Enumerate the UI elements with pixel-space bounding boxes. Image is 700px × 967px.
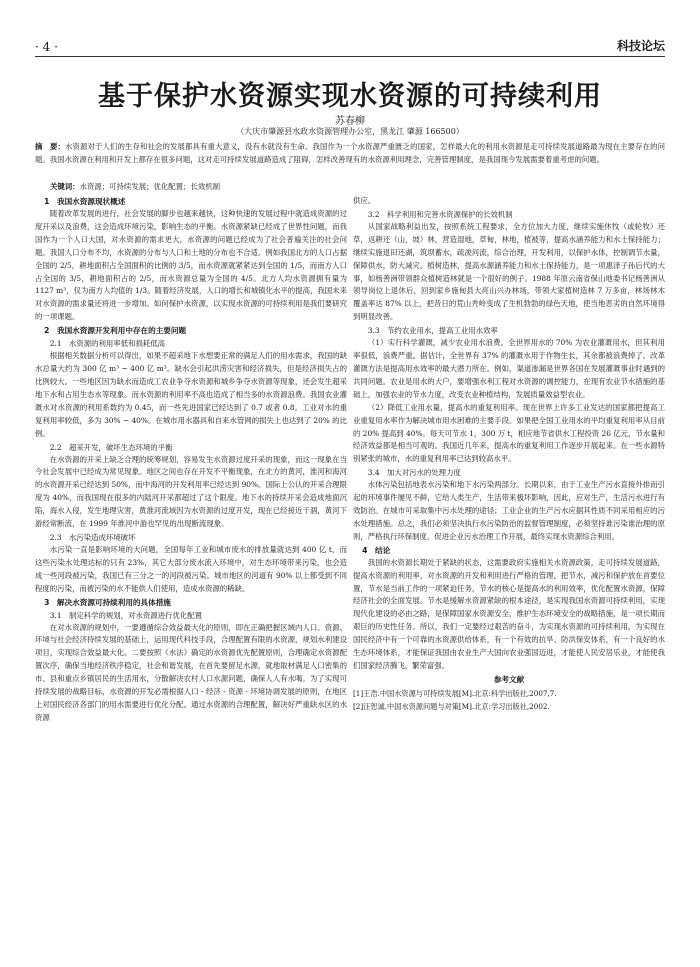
abstract [35, 140, 665, 167]
page-number: · 4 · [35, 40, 58, 54]
body-paragraph: 从国家战略利益出发，按照系统工程要求，全方位加大力度，继续实施休牧（或轮牧）还草，返耕还（山，坡）林，营造湿地，草甸，林地，植被等，提高水涵养能力和水土保持能力；继续实施退田还湖，筑坝蓄水，疏浚河流，综合治理，开发利用，以保护水体，控制调节水量，保障供水，防大减灾。植树造林，提高水源涵养能力和水土保持能力，是一项惠泽子孙后代的大事，如杨善洲带领群众植树造林就是一个很好的例子。1988 年原云南省保山地委书记杨善洲从领导岗位上退休后，回到家乡施甸县大亮山兴办林场，带领大家植树造林 7 万多亩，林场林木覆盖率达 87% 以上，把昔日的荒山秃岭变成了生机勃勃的绿色天地，使当地恶劣的自然环境得到明显改善。 [353, 221, 665, 322]
section-heading: 4 结论 [362, 545, 391, 555]
section-heading: 1 我国水资源现状概述 [44, 197, 126, 206]
abstract-text: 水资源对于人们的生存和社会的发展都具有重大意义，没有水就没有生命。我国作为一个水资源严重匮乏的国家，怎样最大化的利用水资源是走可持续发展道路最为现在主要存在的问题。我国水资源在利用和开发上都存在很多问题，这对走可持续发展道路造成了阻碍，怎样改善现有的水资源利用理念，完善管理制度，是我国现今发展需要着重考虑的问题。 [35, 142, 665, 165]
section-heading: 3 解决水资源可持续利用的具体措施 [44, 597, 171, 607]
body-paragraph: 我国的水资源长期处于紧缺的状态，这需要政府实施相关水资源政策，走可持续发展道路，提高水资源的利用率，对水资源的开发和利用进行严格的管理，把节水，减污和保护放在首要位置，节水是当前工作的一项紧迫任务，节水的核心是提高水的利用效率，优化配置水资源，保障经济社会的全面发展。节水是缓解水资源紧缺的根本途径，是实现我国水资源可持续利用，实现现代化建设的必由之路，是保障国家水资源安全，维护生态环境安全的战略措施，是一项长期而艰巨的历史性任务。所以，我们一定要经过艰苦的奋斗，为实现水资源的可持续利用，为实现在国民经济中有一个可靠的水资源供给体系，有一个有效的抗旱、防洪保安体系，有一个良好的水生态环境体系，才能保证我国由农业生产大国向农业强国迈进，才能使人民安居乐业，才能使我们国家经济腾飞，繁荣富强。 [353, 557, 665, 670]
references-heading: 参考文献 [493, 674, 525, 684]
keywords-label: 关键词： [50, 182, 80, 191]
reference-item: [2]汪恕诚.中国水资源问题与对策[M].北京:学习出版社,2002. [353, 701, 550, 711]
subsection-heading: 3.2 科学利用和完善水资源保护的长效机制 [367, 209, 513, 219]
subsection-heading: 2.3 水污染造成环境破坏 [49, 532, 136, 542]
section-label: 科技论坛 [616, 39, 665, 53]
body-paragraph: 供应。 [353, 196, 376, 205]
section-heading: 2 我国水资源开发利用中存在的主要问题 [44, 326, 187, 336]
subsection-heading: 3.4 加大对污水的处理力度 [367, 468, 461, 478]
body-paragraph: 随着改革发展的进行，社会发展的脚步也越来越快，这种快速的发展过程中就造成资源的过度开采以及浪费，这会造成环境污染，影响生态的平衡。水资源紧缺已经成了世界性问题，而我国作为一个人口大国，对水资源的需求更大，水资源的问题已经成为了社会普遍关注的社会问题。我国人口分布不均，水资源的分布与人口和土地的分布也不合适。例如我国北方的人口占据全国的 2/5，耕地面积占全国面积的比例的 3/5，而水资源就紧紧达到全国的 1/5，而南方人口占全国的 3/5，耕地面积占的 2/5，而水资源总量为全国的 4/5。北方人均水资源拥有量为 1127 m³，仅为南方人均值的 1/3。随着经济发展，人口的增长和城镇化水平的提高，我国未来对水资源的需求量还将进一步增加。如何保护水资源，以实现水资源的可持续利用是我们要研究的一项课题。 [35, 209, 347, 322]
abstract-label: 摘 要： [35, 142, 66, 151]
body-paragraph: （1）实行科学灌溉，减少农业用水浪费。全世界用水的 70% 为农业灌溉用水，但其利用率很低，浪费严重。据估计，全世界有 37% 的灌溉水用于作物生长，其余都被浪费掉了。改革灌溉方法是提高用水效率的最大潜力所在。例如，渠道渗漏是世界各国在发展灌溉事业时遇到的共同问题。农业是用水的大户，要增强水利工程对水资源的调控能力，在现有农业节水措施的基础上，加强农业的节水力度，改变农业种植结构，发展质量效益型农业。 [353, 338, 665, 399]
right-column [353, 195, 665, 713]
body-paragraph: 水体污染包括地表水污染和地下水污染两部分。长期以来，由于工业生产污水直接外排而引起的环境事件屡见不鲜，它给人类生产，生活带来极坏影响，因此，应对生产，生活污水进行有效防治。在城市可采取集中污水处理的途径；工业企业的生产污水应据其性质不同采用相应的污水处理措施。总之，我们必须坚决执行水污染防治的监督管理制度，必须坚持谁污染谁治理的原则，严格执行环保制度，促进企业污水治理工作开展，最终实现水资源综合利用。 [353, 480, 665, 541]
author-affiliation: （大庆市肇源县水政水资源管理办公室，黑龙江 肇源 166500） [236, 127, 464, 136]
subsection-heading: 3.1 制定科学的规划，对水资源进行优化配置 [49, 610, 202, 620]
subsection-heading: 2.1 水资源的利用率低和损耗低高 [49, 339, 166, 349]
keywords [50, 180, 665, 193]
subsection-heading: 2.2 超采开发，破坏生态环境的平衡 [49, 442, 173, 452]
subsection-heading: 3.3 节约农业用水，提高工业用水效率 [367, 326, 498, 336]
body-paragraph: 在对水资源的规划中，一要遵循综合效益最大化的原则，即在正确把握区域内人口、资源、环境与社会经济持续发展的基础上，运用现代科技手段，合理配置有限的水资源，规划水利建设项目，实现综合效益最大化。二要按照《水法》确定的水资源优先配置原则，合理确定水资源配置次序，确保当地经济秩序稳定，社会和谐发展，在首先要留足水源，就地取材满足人口密集的市、县和重点乡镇居民的生活用水，分散解决农村人口水源问题，确保人人有水喝。为了实现可持续发展的战略目标，水资源的开发必需根据人口 - 经济 - 资源 - 环境协调发展的原则，在地区上对国民经济各部门的用水需要进行优化分配。通过水资源的合理配置，解决好严重缺水区的水资源 [35, 622, 347, 722]
article-title: 基于保护水资源实现水资源的可持续利用 [98, 81, 602, 112]
body-paragraph: （2）降低工业用水量，提高水的重复利用率。现在世界上许多工业发达的国家都把提高工业重复用水率作为解决城市用水困难的主要手段。如果把全国工业用水的平均重复利用率从目前的 20% 提高到 40%。每天可节水 1，300 万 t，相应地节省供水工程投资 26 亿元，节水量和经济效益都是相当可观的。我国近几年来，提高水的重复利用工作逐步开展起来。在一些水源特别紧张的城市，水的重复利用率已达到较高水平。 [353, 402, 665, 464]
author-name: 苏春柳 [335, 116, 365, 127]
references-list [353, 687, 665, 713]
left-column [35, 195, 347, 725]
reference-item: [1]王浩.中国水资源与可持续发展[M].北京:科学出版社,2007,7. [353, 688, 557, 698]
body-paragraph: 水污染一直是影响环境的大问题，全国每年工业和城市废水的排放量就达到 400 亿 t，而这些污染水处理达标的只有 23%，其它大部分废水流入环境中，对生态环境带来污染，也会造成一些河段被污染，我国已有三分之一的河段被污染。城市地区的河道有 90% 以上都受到不同程度的污染，而被污染的水不能供人们使用，造成水资源的稀缺。 [35, 544, 347, 593]
keywords-text: 水资源；可持续发展；优化配置；长效机制 [79, 182, 221, 191]
body-paragraph: 在水资源的开采上缺乏合理的统筹规划，容易发生水资源过度开采的现象，而这一现象在当今社会发展中已经成为常见现象。地区之间也存在开发不平衡现象，在北方的黄河，淮河和海河的水资源开采已经达到 50%，而中海河的开发利用率已经达到 90%。国际上公认的开采合理限度为 40%，而我国现在很多的内陆河开采都超过了这个限度。地下水的持续开采会造成地面沉陷，海水入侵，发生地理灾害，黄淮河流域因为水资源的过度开发，现在已经接近干涸，黄河下游经常断流，在 1999 年淮河中游也罕见的出现断流现象。 [35, 454, 347, 529]
body-paragraph: 根据相关数据分析可以得出，如果不超采地下水想要正常的满足人们的用水需求，我国的缺水总量大约为 300 亿 m³ ~ 400 亿 m³。缺水会引起洪涝灾害和经济损失，但是经济损失占的比例较大。一些地区因为缺水而造成工农业争夺水资源和城乡争夺水资源等现象，还会发生超采地下水和占用生态水等现象。而水资源的利用率不高也造成了相当多的水资源浪费。我国农业灌溉水对水资源的利用系数约为 0.45，而一些先进国家已经达到了 0.7 或者 0.8。工业对水的重复利用率较低，多为 30% ~ 40%。在城市用水器具和自来水管网的损失上也达到了 20% 的比例。 [35, 351, 347, 438]
running-header [35, 30, 665, 57]
